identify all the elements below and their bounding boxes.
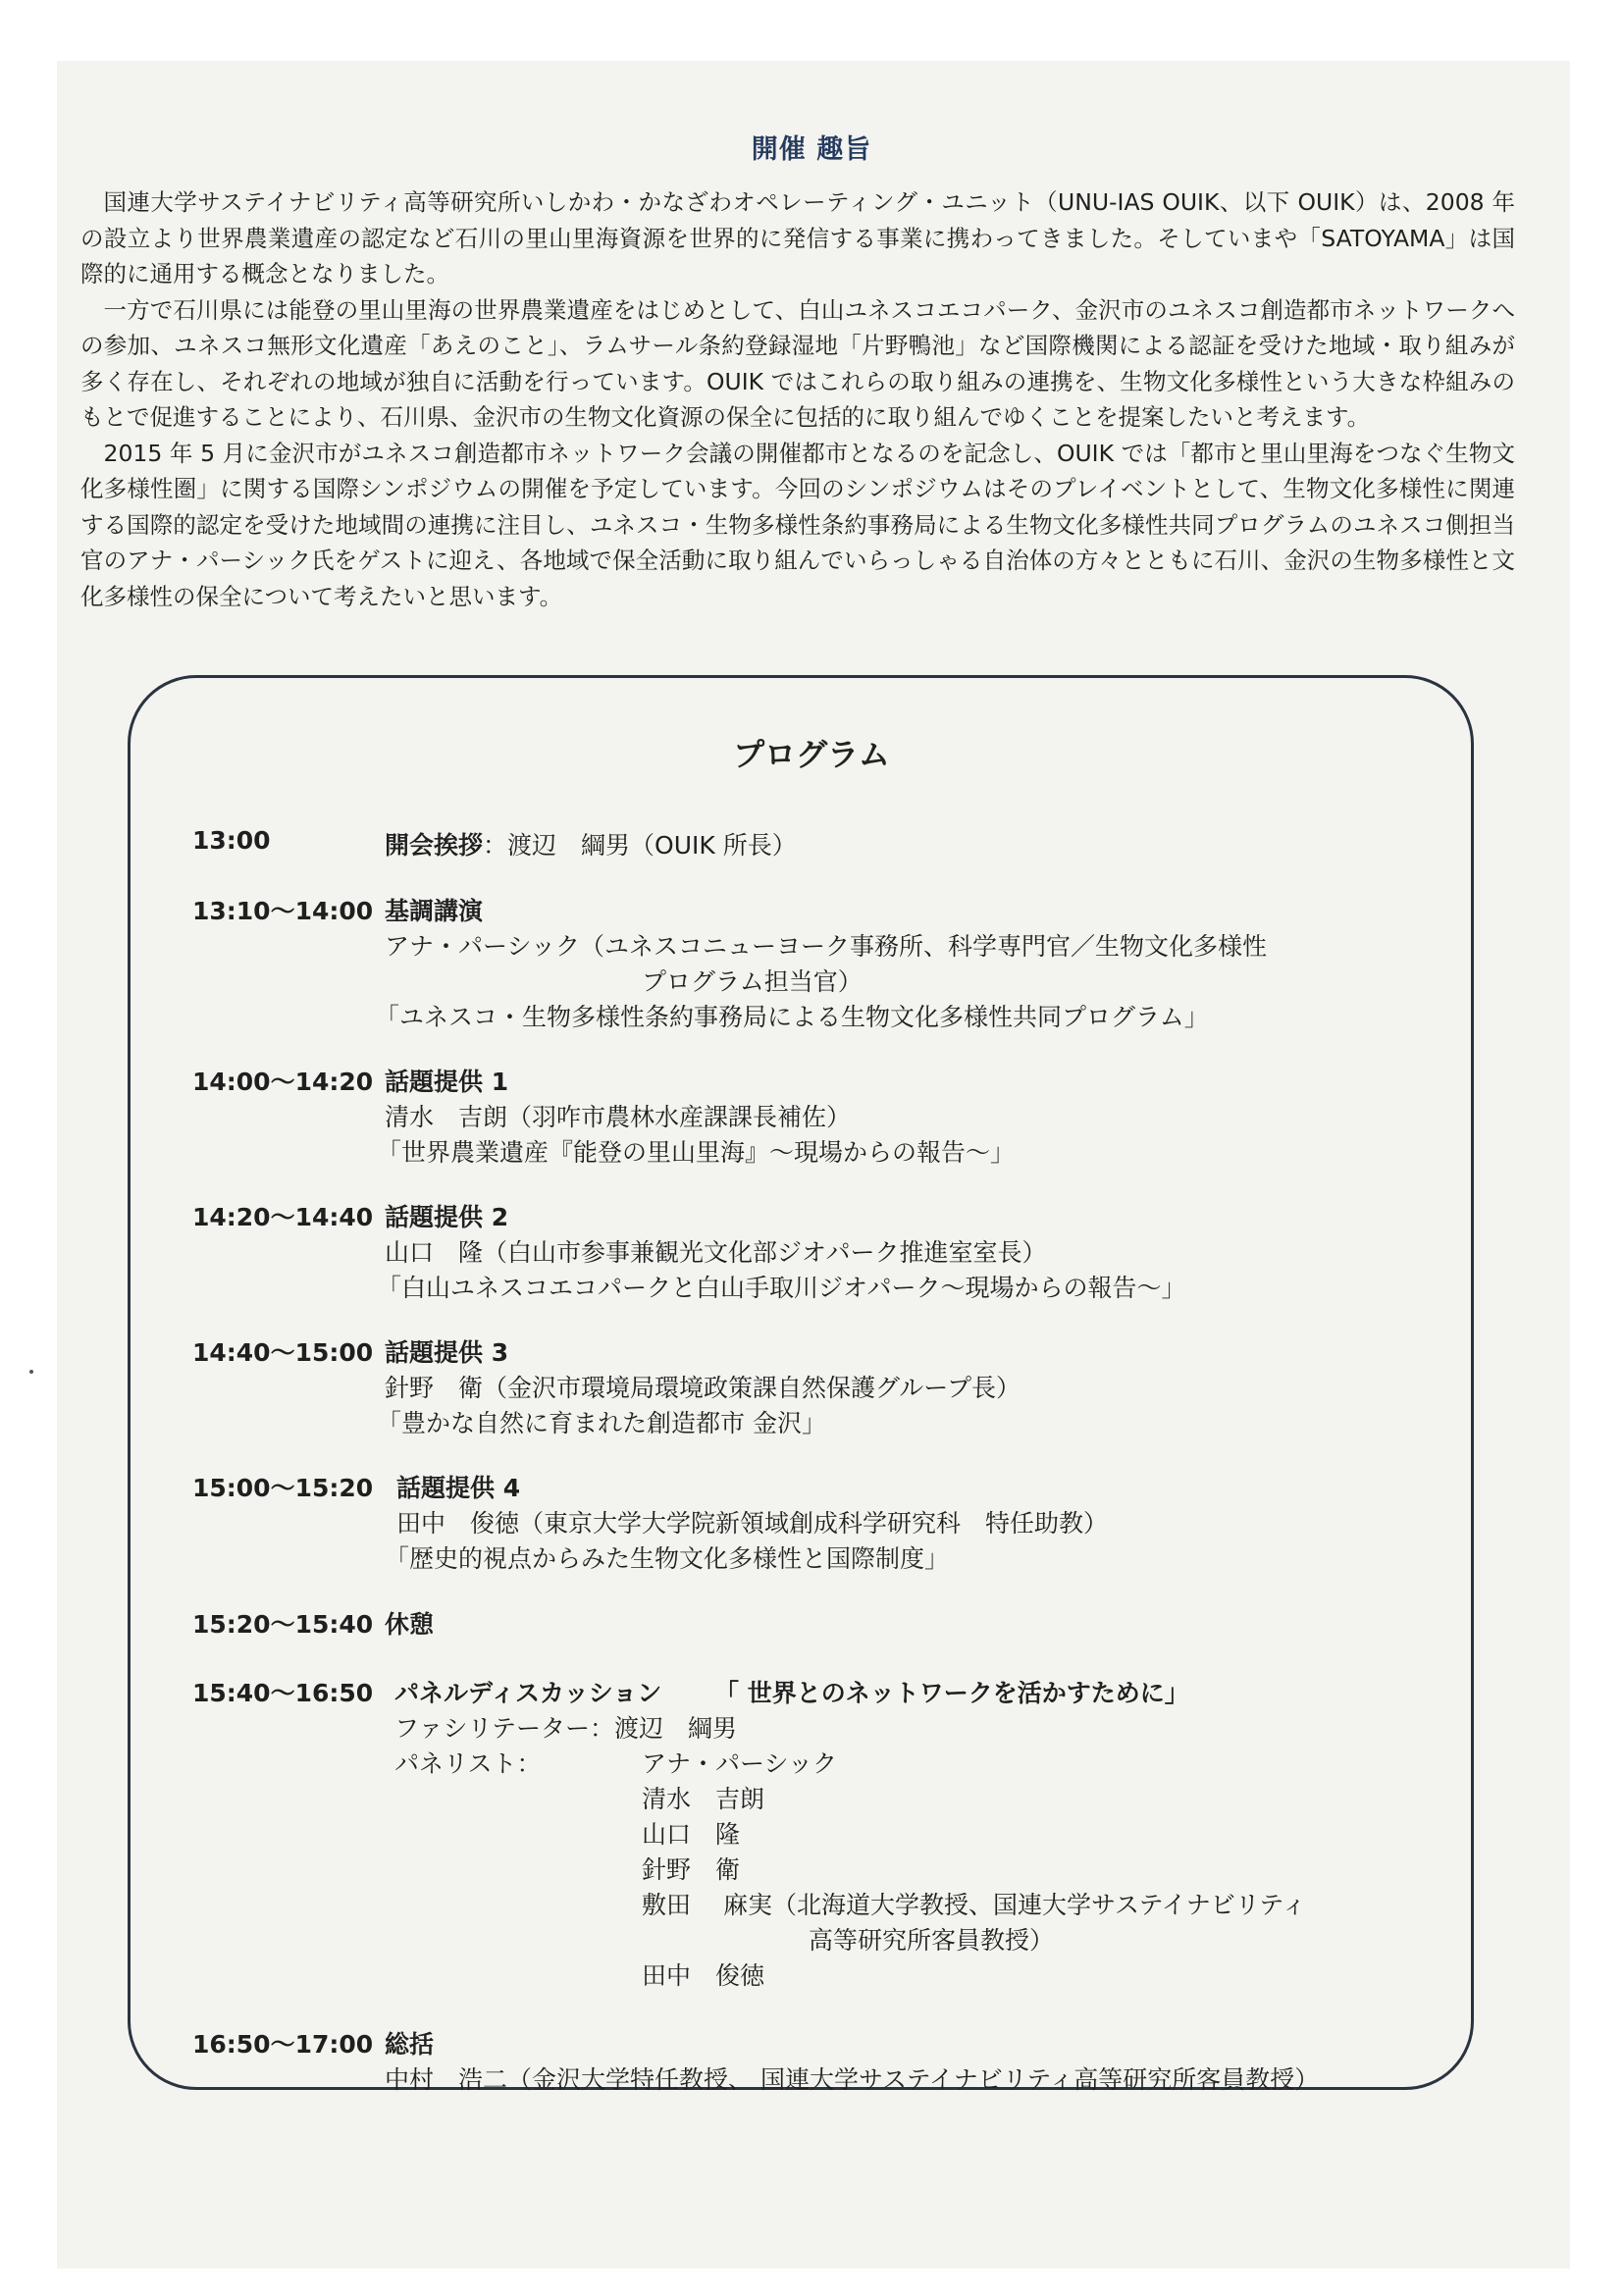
purpose-paragraph-2: 一方で石川県には能登の里山里海の世界農業遺産をはじめとして、白山ユネスコエコパーク、金沢市のユネスコ創造都市ネットワークへの参加、ユネスコ無形文化遺産「あえのこと」、ラムサール条約登録湿地「片野鴨池」など国際機関による認証を受けた地域・取り組みが多く存在し、それぞれの地域が独自に活動を行っています。OUIK ではこれらの取り組みの連携を、生物文化多様性という大きな枠組みのもとで促進することにより、石川県、金沢市の生物文化資源の保全に包括的に取り組んでゆくことを提案したいと考えます。 <box>80 295 1515 431</box>
session-opening <box>385 826 797 861</box>
session-time: 15:40〜16:50 <box>192 1679 374 1707</box>
session-heading: 基調講演 <box>385 897 484 925</box>
panelist-name: 敷田 麻実（北海道大学教授、国連大学サステイナビリティ <box>642 1891 1307 1919</box>
session-heading: 話題提供 4 <box>396 1474 521 1502</box>
session-topic: 「豊かな自然に育まれた創造都市 金沢」 <box>377 1409 826 1437</box>
panelist-name: 清水 吉朗 <box>642 1785 765 1813</box>
session-speaker-cont: プログラム担当官） <box>642 967 863 996</box>
panelist-name: アナ・パーシック <box>642 1749 838 1778</box>
session-time: 16:50〜17:00 <box>192 2030 374 2059</box>
purpose-paragraph-3: 2015 年 5 月に金沢市がユネスコ創造都市ネットワーク会議の開催都市となるのを記念し、OUIK では「都市と里山里海をつなぐ生物文化多様性圏」に関する国際シンポジウムの開催を予定しています。今回のシンポジウムはそのプレイベントとして、生物文化多様性に関連する国際的認定を受けた地域間の連携に注目し、ユネスコ・生物多様性条約事務局による生物文化多様性共同プログラムのユネスコ側担当官のアナ・パーシック氏をゲストに迎え、各地域で保全活動に取り組んでいらっしゃる自治体の方々とともに石川、金沢の生物多様性と文化多様性の保全について考えたいと思います。 <box>80 439 1515 610</box>
panelist-name: 田中 俊徳 <box>642 1961 765 1990</box>
session-time: 15:00〜15:20 <box>192 1474 374 1502</box>
session-time: 14:40〜15:00 <box>192 1338 374 1367</box>
session-speaker: 中村 浩二（金沢大学特任教授、 国連大学サステイナビリティ高等研究所客員教授） <box>385 2065 1320 2094</box>
session-heading: 話題提供 1 <box>385 1068 509 1096</box>
panelist-affiliation-cont: 高等研究所客員教授） <box>809 1926 1055 1955</box>
purpose-text <box>80 184 1515 614</box>
panelist-name: 山口 隆 <box>642 1820 741 1849</box>
session-time: 14:20〜14:40 <box>192 1203 374 1231</box>
panelist-label: パネリスト： <box>394 1749 542 1778</box>
session-heading: 総括 <box>385 2030 435 2059</box>
purpose-title: 開催 趣旨 <box>751 134 872 165</box>
session-speaker: 針野 衛（金沢市環境局環境政策課自然保護グループ長） <box>385 1374 1021 1402</box>
session-time: 13:10〜14:00 <box>192 897 374 925</box>
scan-speck <box>29 1370 33 1374</box>
session-heading: 休憩 <box>385 1610 435 1639</box>
session-topic: 「ユネスコ・生物多様性条約事務局による生物文化多様性共同プログラム」 <box>375 1003 1209 1031</box>
session-topic: 「世界農業遺産『能登の里山里海』〜現場からの報告〜」 <box>377 1138 1016 1167</box>
facilitator-name: 渡辺 綱男 <box>614 1714 738 1743</box>
session-topic: 「歴史的視点からみた生物文化多様性と国際制度」 <box>385 1544 950 1573</box>
session-heading: 話題提供 2 <box>385 1203 509 1231</box>
facilitator-label: ファシリテーター： <box>394 1714 615 1743</box>
session-speaker: 渡辺 綱男（OUIK 所長） <box>507 831 797 860</box>
session-time: 15:20〜15:40 <box>192 1610 374 1639</box>
session-topic: 「白山ユネスコエコパークと白山手取川ジオパーク〜現場からの報告〜」 <box>377 1274 1186 1302</box>
purpose-paragraph-1: 国連大学サステイナビリティ高等研究所いしかわ・かなざわオペレーティング・ユニット（UNU-IAS OUIK、以下 OUIK）は、2008 年の設立より世界農業遺産の認定など石川の里山里海資源を世界的に発信する事業に携わってきました。そしていまや「SATOYAMA」は国際的に通用する概念となりました。 <box>80 188 1515 287</box>
panel-theme: 「 世界とのネットワークを活かすために」 <box>714 1679 1189 1707</box>
session-speaker: 山口 隆（白山市参事兼観光文化部ジオパーク推進室室長） <box>385 1238 1047 1267</box>
session-speaker: 田中 俊徳（東京大学大学院新領域創成科学研究科 特任助教） <box>396 1509 1109 1538</box>
session-heading: 話題提供 3 <box>385 1338 509 1367</box>
program-title: プログラム <box>733 736 890 773</box>
session-heading: パネルディスカッション <box>394 1679 662 1707</box>
session-time: 14:00〜14:20 <box>192 1068 374 1096</box>
session-time: 13:00 <box>192 826 271 855</box>
session-sep: ： <box>483 831 508 860</box>
session-speaker: アナ・パーシック（ユネスコニューヨーク事務所、科学専門官／生物文化多様性 <box>385 932 1268 961</box>
session-heading: 開会挨拶 <box>385 831 484 860</box>
session-speaker: 清水 吉朗（羽咋市農林水産課課長補佐） <box>385 1103 852 1131</box>
panelist-name: 針野 衛 <box>642 1855 741 1884</box>
